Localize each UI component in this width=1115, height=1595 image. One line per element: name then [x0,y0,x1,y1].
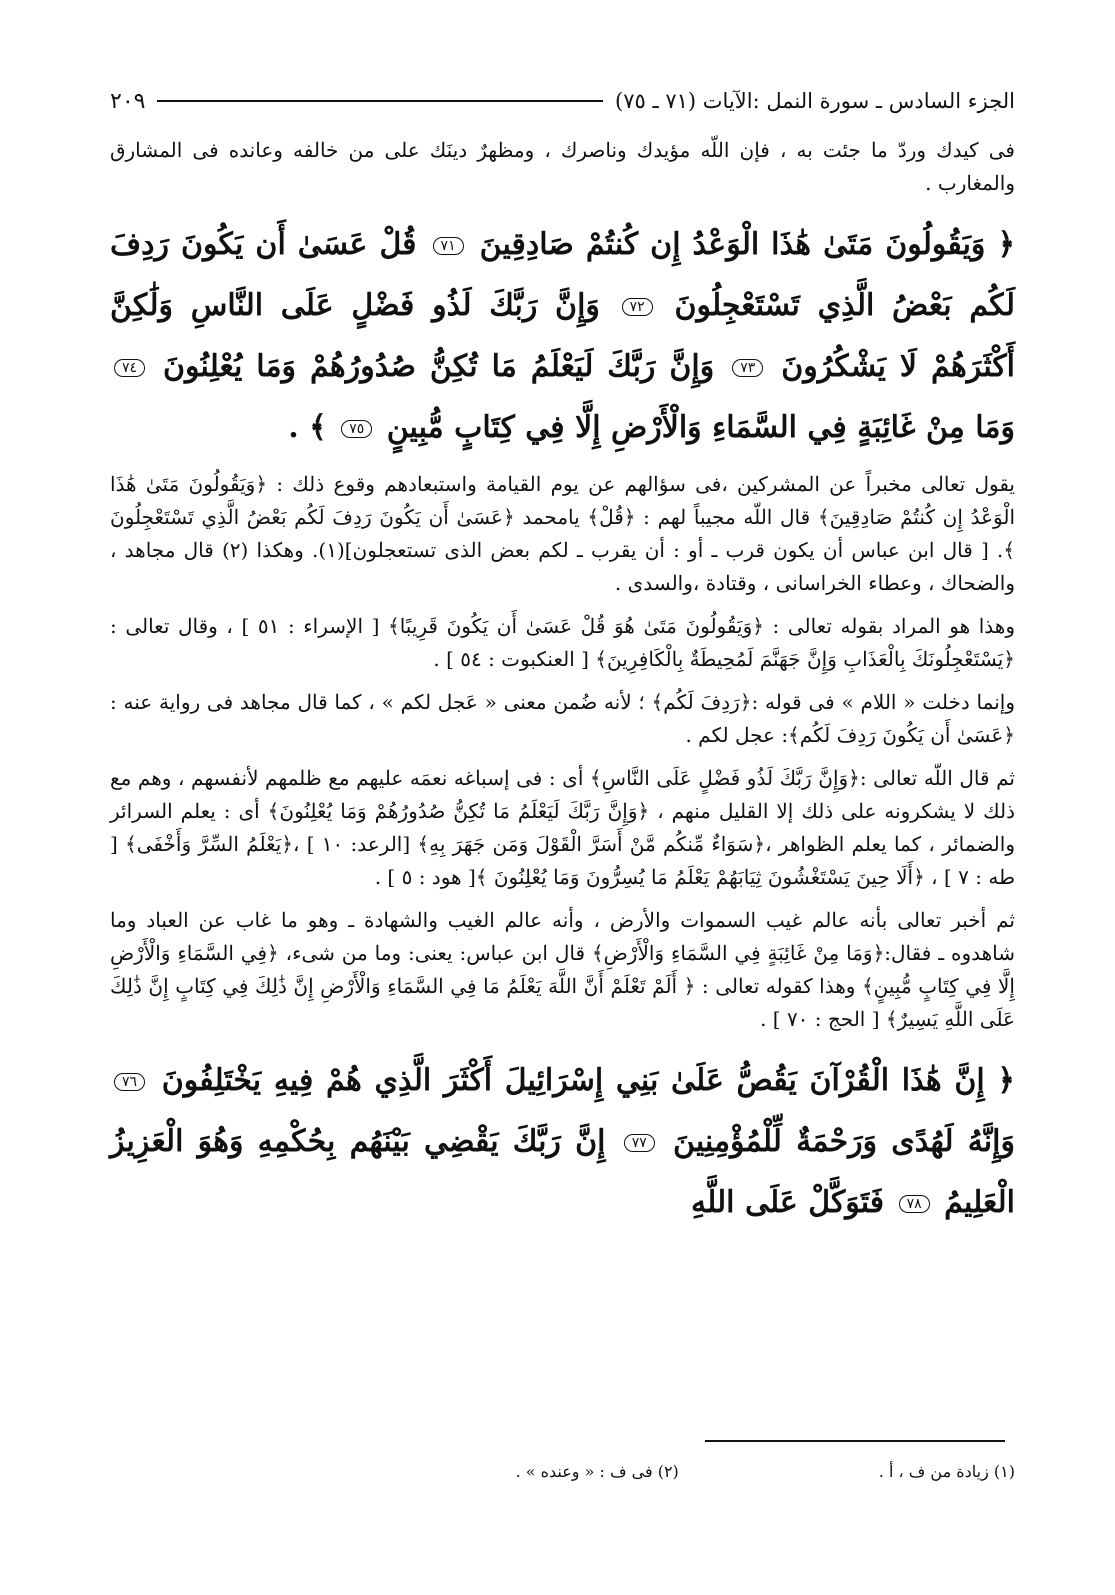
verse-number-71: ٧١ [433,237,464,255]
footnote-1: (١) زيادة من ف ، أ . [878,1462,1015,1481]
verse-71: وَيَقُولُونَ مَتَىٰ هَٰذَا الْوَعْدُ إِن كُنتُمْ صَادِقِينَ [479,227,986,262]
commentary-paragraph-1: يقول تعالى مخبراً عن المشركين ،فى سؤالهم عن يوم القيامة واستبعادهم وقوع ذلك : ﴿وَيَقُولُونَ مَتَىٰ هَٰذَا الْوَعْدُ إِن كُنتُمْ صَادِقِينَ﴾ قال اللّه مجيباً لهم : ﴿قُلْ﴾ يامحمد ﴿عَسَىٰ أَن يَكُونَ رَدِفَ لَكُم بَعْضُ الَّذِي تَسْتَعْجِلُونَ ﴾. [ قال ابن عباس أن يكون قرب ـ أو : أن يقرب ـ لكم بعض الذى تستعجلون](١). وهكذا (٢) قال مجاهد ، والضحاك ، وعطاء الخراسانى ، وقتادة ،والسدى . [110,472,1016,595]
verse-78: إِنَّ رَبَّكَ يَقْضِي بَيْنَهُم بِحُكْمِهِ وَهُوَ الْعَزِيزُ الْعَلِيمُ [110,1124,1015,1220]
commentary-paragraph-3: وإنما دخلت « اللام » فى قوله :﴿رَدِفَ لَكُم﴾ ؛ لأنه ضُمن معنى « عَجل لكم » ، كما قال مجاهد فى رواية عنه : ﴿عَسَىٰ أَن يَكُونَ رَدِفَ لَكُم﴾: عجل لكم . [110,690,1015,747]
verse-number-74: ٧٤ [114,359,145,377]
verse-75: وَمَا مِنْ غَائِبَةٍ فِي السَّمَاءِ وَالْأَرْضِ إِلَّا فِي كِتَابٍ مُّبِينٍ [386,410,1015,445]
quran-verses-76-79 [110,1050,1015,1233]
footnotes [110,1462,1015,1481]
commentary-paragraph-4: ثم قال اللّه تعالى :﴿وَإِنَّ رَبَّكَ لَذُو فَضْلٍ عَلَى النَّاسِ﴾ أى : فى إسباغه نعمَه عليهم مع ظلمهم لأنفسهم ، وهم مع ذلك لا يشكرونه على ذلك إلا القليل منهم ، ﴿وَإِنَّ رَبَّكَ لَيَعْلَمُ مَا تُكِنُّ صُدُورُهُمْ وَمَا يُعْلِنُونَ﴾ أى : يعلم السرائر والضمائر ، كما يعلم الظواهر ،﴿سَوَاءٌ مِّنكُم مَّنْ أَسَرَّ الْقَوْلَ وَمَن جَهَرَ بِهِ﴾ [الرعد: ١٠ ] ،﴿يَعْلَمُ السِّرَّ وَأَخْفَى﴾ [ طه : ٧ ] ، ﴿أَلَا حِينَ يَسْتَغْشُونَ ثِيَابَهُمْ يَعْلَمُ مَا يُسِرُّونَ وَمَا يُعْلِنُونَ ﴾[ هود : ٥ ] . [110,766,1015,889]
footnote-2: (٢) فى ف : « وعنده » . [515,1462,679,1481]
verse-number-76: ٧٦ [114,1073,145,1091]
verse-72: قُلْ عَسَىٰ أَن يَكُونَ رَدِفَ لَكُم بَعْضُ الَّذِي تَسْتَعْجِلُونَ [110,227,1016,323]
verse-number-72: ٧٢ [622,298,653,316]
verse-74: وَإِنَّ رَبَّكَ لَيَعْلَمُ مَا تُكِنُّ صُدُورُهُمْ وَمَا يُعْلِنُونَ [163,349,715,384]
page [110,78,1015,1233]
verse-open-bracket-2: ﴿ [997,1063,1015,1098]
verse-73: وَإِنَّ رَبَّكَ لَذُو فَضْلٍ عَلَى النَّاسِ وَلَٰكِنَّ أَكْثَرَهُمْ لَا يَشْكُرُونَ [110,288,1015,384]
verse-77: وَإِنَّهُ لَهُدًى وَرَحْمَةٌ لِّلْمُؤْمِنِينَ [673,1124,1015,1159]
verse-number-73: ٧٣ [732,359,763,377]
verse-number-78: ٧٨ [899,1195,930,1213]
running-header [110,78,1015,124]
page-number: ٢٠٩ [110,88,146,114]
verse-open-bracket: ﴿ [997,227,1016,262]
verse-76: إِنَّ هَٰذَا الْقُرْآنَ يَقُصُّ عَلَىٰ بَنِي إِسْرَائِيلَ أَكْثَرَ الَّذِي هُمْ فِيهِ يَخْتَلِفُونَ [161,1063,985,1098]
header-title: الجزء السادس ـ سورة النمل :الآيات (٧١ ـ ٧٥) [615,89,1015,113]
intro-paragraph: فى كيدك وردّ ما جئت به ، فإن اللّه مؤيدك وناصرك ، ومظهرٌ دينَك على من خالفه وعانده فى المشارق والمغارب . [110,138,1015,195]
verse-number-77: ٧٧ [624,1134,655,1152]
footnote-rule [705,1440,1005,1442]
header-rule [157,100,603,102]
quran-verses-71-75 [110,214,1015,458]
commentary-paragraph-2: وهذا هو المراد بقوله تعالى : ﴿وَيَقُولُونَ مَتَىٰ هُوَ قُلْ عَسَىٰ أَن يَكُونَ قَرِيبًا﴾ [ الإسراء : ٥١ ] ، وقال تعالى : ﴿يَسْتَعْجِلُونَكَ بِالْعَذَابِ وَإِنَّ جَهَنَّمَ لَمُحِيطَةٌ بِالْكَافِرِينَ﴾ [ العنكبوت : ٥٤ ] . [110,614,1015,671]
verse-close-bracket: ﴾ . [288,410,327,445]
verse-79: فَتَوَكَّلْ عَلَى اللَّهِ [691,1185,885,1220]
commentary-paragraph-5: ثم أخبر تعالى بأنه عالم غيب السموات والأرض ، وأنه عالم الغيب والشهادة ـ وهو ما غاب عن العباد وما شاهدوه ـ فقال:﴿وَمَا مِنْ غَائِبَةٍ فِي السَّمَاءِ وَالْأَرْضِ﴾ قال ابن عباس: يعنى: وما من شىء، ﴿فِي السَّمَاءِ وَالْأَرْضِ إِلَّا فِي كِتَابٍ مُّبِينٍ﴾ وهذا كقوله تعالى : ﴿ أَلَمْ تَعْلَمْ أَنَّ اللَّهَ يَعْلَمُ مَا فِي السَّمَاءِ وَالْأَرْضِ إِنَّ ذَٰلِكَ فِي كِتَابٍ إِنَّ ذَٰلِكَ عَلَى اللَّهِ يَسِيرٌ﴾ [ الحج : ٧٠ ] . [110,908,1015,1031]
verse-number-75: ٧٥ [341,420,372,438]
